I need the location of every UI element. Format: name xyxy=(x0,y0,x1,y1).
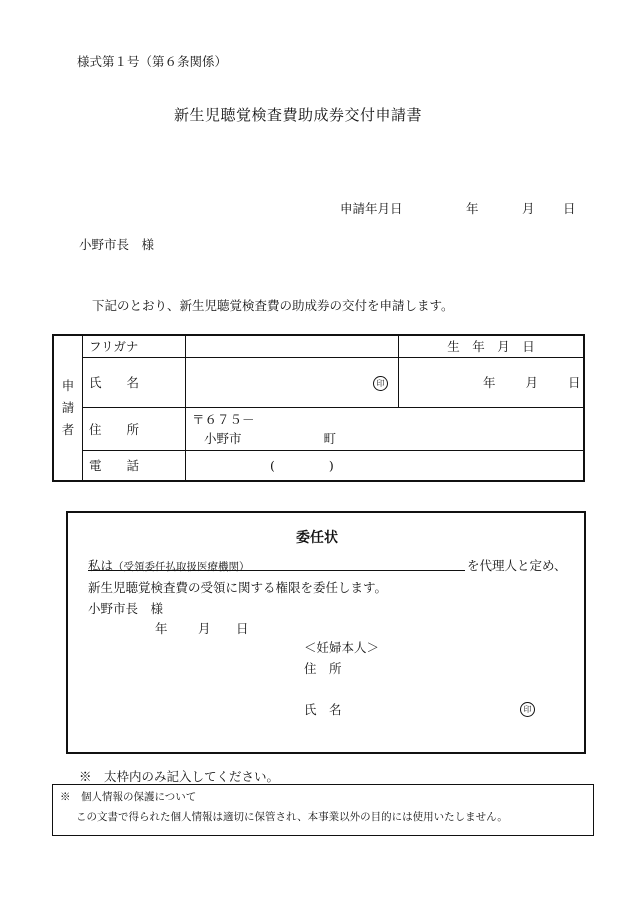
furigana-field[interactable] xyxy=(186,335,399,357)
name-label: 氏 名 xyxy=(83,357,186,407)
birth-year: 年 xyxy=(483,375,496,390)
seal-icon: 印 xyxy=(373,376,388,391)
delegation-seal xyxy=(520,700,535,717)
delegation-day: 日 xyxy=(236,621,249,636)
city: 小野市 xyxy=(204,430,242,446)
furigana-label: フリガナ xyxy=(83,335,186,357)
delegation-year: 年 xyxy=(155,621,168,636)
intro-text: 下記のとおり、新生児聴覚検査費の助成券の交付を申請します。 xyxy=(92,298,454,313)
birthdate-field[interactable] xyxy=(399,357,585,407)
address-label: 住 所 xyxy=(83,407,186,450)
delegation-agent-type: （受領委任払取扱医療機関） xyxy=(113,561,250,573)
birthdate-header: 生 年 月 日 xyxy=(399,335,585,357)
phone-label: 電 話 xyxy=(83,450,186,481)
agent-name-line[interactable] xyxy=(88,570,465,571)
addressee: 小野市長 様 xyxy=(79,237,155,252)
fill-note: ※ 太枠内のみ記入してください。 xyxy=(79,769,280,784)
privacy-heading: ※ 個人情報の保護について xyxy=(60,791,197,803)
applicant-side-label xyxy=(53,335,83,481)
principal-name-label: 氏 名 xyxy=(304,702,342,717)
page-title: 新生児聴覚検査費助成券交付申請書 xyxy=(174,106,423,124)
date-year: 年 xyxy=(466,201,479,216)
principal-address-label: 住 所 xyxy=(304,661,342,676)
name-field[interactable] xyxy=(186,357,399,407)
delegation-addressee: 小野市長 様 xyxy=(88,601,164,616)
town: 町 xyxy=(323,430,337,446)
principal-label: ＜妊婦本人＞ xyxy=(304,640,380,655)
form-number: 様式第１号（第６条関係） xyxy=(77,54,228,69)
phone-field[interactable] xyxy=(186,450,585,481)
applicant-table xyxy=(52,334,585,482)
delegation-heading: 委任状 xyxy=(296,530,338,546)
privacy-body: この文書で得られた個人情報は適切に保管され、本事業以外の目的には使用いたしません。 xyxy=(76,811,508,823)
side-char: 者 xyxy=(61,422,75,437)
delegation-suffix: を代理人と定め、 xyxy=(467,558,567,573)
delegation-line1 xyxy=(88,556,250,574)
delegation-prefix: 私は xyxy=(88,558,114,573)
phone-open-paren: ( xyxy=(270,457,275,473)
birth-month: 月 xyxy=(525,375,539,390)
delegation-line2: 新生児聴覚検査費の受領に関する権限を委任します。 xyxy=(88,580,388,595)
address-field[interactable] xyxy=(186,407,585,450)
postal-code: 〒６７５－ xyxy=(192,411,255,427)
side-char: 申 xyxy=(61,378,75,393)
seal-icon: 印 xyxy=(520,702,535,717)
side-char: 請 xyxy=(61,400,75,415)
date-label: 申請年月日 xyxy=(340,201,403,216)
birth-day: 日 xyxy=(568,375,581,390)
phone-close-paren: ) xyxy=(328,457,334,473)
date-day: 日 xyxy=(563,201,576,216)
date-month: 月 xyxy=(522,201,535,216)
delegation-month: 月 xyxy=(198,621,211,636)
